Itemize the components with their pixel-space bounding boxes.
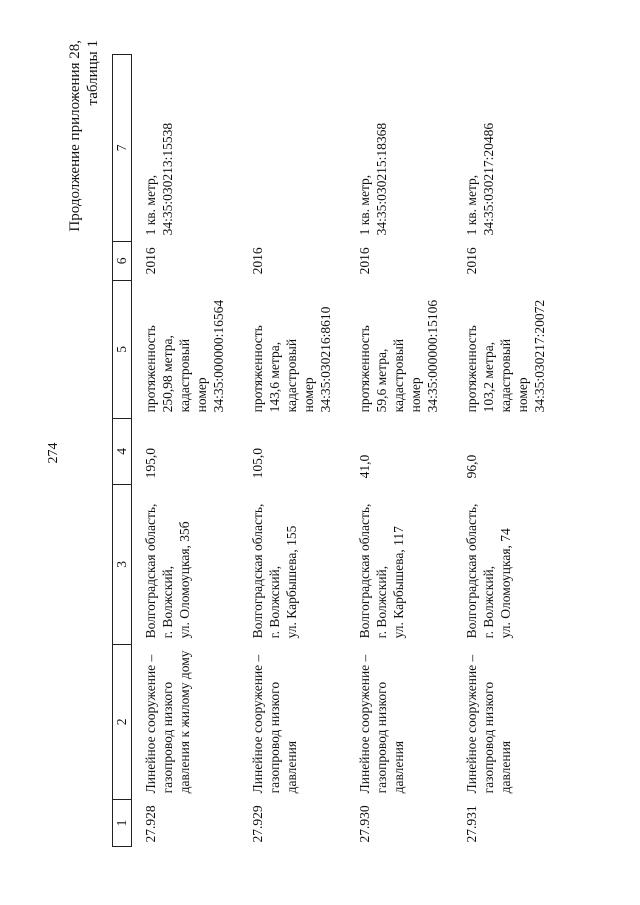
object-description-line: 34:35:030216:8610 — [318, 306, 333, 413]
object-address-line: г. Волжский, — [374, 565, 389, 639]
column-header-6: 6 — [113, 241, 132, 280]
object-year-cell — [346, 241, 453, 280]
object-description-cell — [239, 280, 346, 418]
object-value-cell — [239, 418, 346, 484]
object-extra-cell — [239, 54, 346, 241]
object-value: 195,0 — [143, 448, 158, 479]
object-address-line: г. Волжский, — [267, 565, 282, 639]
object-address-line: г. Волжский, — [481, 565, 496, 639]
row-number: 27.930 — [357, 805, 372, 843]
object-name-cell — [346, 644, 453, 799]
object-extra-line: 34:35:030217:20486 — [481, 122, 496, 236]
continuation-line-1: Продолжение приложения 28, — [67, 40, 83, 232]
object-name-line: Линейное сооружение – — [357, 654, 372, 794]
object-description-line: 250,98 метра, — [160, 335, 175, 413]
object-extra-cell — [132, 54, 240, 241]
object-name-line: газопровод низкого — [374, 681, 389, 794]
object-address-line: Волгоградская область, — [464, 503, 479, 639]
object-name-cell — [453, 644, 560, 799]
object-description-line: 103,2 метра, — [481, 341, 496, 413]
column-header-5: 5 — [113, 280, 132, 418]
object-description-line: протяженность — [464, 325, 479, 413]
row-number-cell — [453, 799, 560, 846]
object-extra-line: 1 кв. метр, — [143, 174, 158, 236]
table-row — [239, 54, 346, 846]
object-description-line: кадастровый — [391, 338, 406, 413]
object-name-line: газопровод низкого — [160, 681, 175, 794]
object-description-line: протяженность — [357, 325, 372, 413]
object-year: 2016 — [143, 247, 158, 275]
object-description-line: кадастровый — [177, 338, 192, 413]
object-year: 2016 — [464, 247, 479, 275]
object-description-line: номер — [301, 377, 316, 413]
object-address-line: Волгоградская область, — [250, 503, 265, 639]
object-name-line: давления — [284, 740, 299, 794]
table-row — [453, 54, 560, 846]
object-description-line: номер — [194, 377, 209, 413]
object-year: 2016 — [357, 247, 372, 275]
object-year-cell — [132, 241, 240, 280]
column-header-4: 4 — [113, 418, 132, 484]
object-description-line: 59,6 метра, — [374, 348, 389, 413]
table-header-row — [113, 54, 132, 846]
object-address-cell — [132, 484, 240, 644]
continuation-note — [66, 40, 102, 232]
column-header-7: 7 — [113, 54, 132, 241]
table-row — [132, 54, 240, 846]
column-header-3: 3 — [113, 484, 132, 644]
object-description-line: 34:35:030217:20072 — [532, 299, 547, 413]
object-address-cell — [239, 484, 346, 644]
object-description-line: номер — [515, 377, 530, 413]
object-description-line: 34:35:000000:16564 — [211, 299, 226, 413]
object-address-line: Волгоградская область, — [357, 503, 372, 639]
object-year: 2016 — [250, 247, 265, 275]
object-name-line: давления к жилому дому — [177, 650, 192, 794]
object-extra-cell — [346, 54, 453, 241]
object-description-line: протяженность — [250, 325, 265, 413]
object-value-cell — [453, 418, 560, 484]
object-address-line: ул. Оломоуцкая, 35б — [177, 521, 192, 639]
object-value: 96,0 — [464, 454, 479, 479]
object-value: 105,0 — [250, 448, 265, 479]
object-description-line: кадастровый — [498, 338, 513, 413]
page-number: 274 — [46, 442, 61, 464]
row-number: 27.929 — [250, 805, 265, 843]
object-value-cell — [346, 418, 453, 484]
table-row — [346, 54, 453, 846]
object-extra-cell — [453, 54, 560, 241]
row-number-cell — [346, 799, 453, 846]
column-header-2: 2 — [113, 644, 132, 799]
column-header-1: 1 — [113, 799, 132, 846]
object-name-cell — [132, 644, 240, 799]
object-name-line: давления — [391, 740, 406, 794]
continuation-line-2: таблицы 1 — [85, 40, 101, 106]
object-description-line: 143,6 метра, — [267, 341, 282, 413]
row-number: 27.931 — [464, 805, 479, 843]
object-extra-line: 34:35:030213:15538 — [160, 122, 175, 236]
object-address-line: ул. Карбышева, 155 — [284, 525, 299, 639]
object-description-line: протяженность — [143, 325, 158, 413]
object-description-cell — [132, 280, 240, 418]
object-name-line: давления — [498, 740, 513, 794]
object-description-line: 34:35:000000:15106 — [425, 299, 440, 413]
object-name-line: Линейное сооружение – — [250, 654, 265, 794]
object-description-line: номер — [408, 377, 423, 413]
object-address-line: ул. Карбышева, 117 — [391, 526, 406, 639]
row-number-cell — [132, 799, 240, 846]
object-address-line: г. Волжский, — [160, 565, 175, 639]
object-value: 41,0 — [357, 454, 372, 479]
table-body — [132, 54, 561, 846]
object-description-cell — [346, 280, 453, 418]
data-table — [112, 54, 560, 847]
row-number: 27.928 — [143, 805, 158, 843]
object-description-line: кадастровый — [284, 338, 299, 413]
object-address-cell — [453, 484, 560, 644]
object-name-cell — [239, 644, 346, 799]
object-name-line: газопровод низкого — [267, 681, 282, 794]
object-year-cell — [239, 241, 346, 280]
object-extra-line: 1 кв. метр, — [464, 174, 479, 236]
object-address-cell — [346, 484, 453, 644]
object-extra-line: 34:35:030215:18368 — [374, 122, 389, 236]
object-description-cell — [453, 280, 560, 418]
object-name-line: Линейное сооружение – — [464, 654, 479, 794]
object-extra-line: 1 кв. метр, — [357, 174, 372, 236]
object-value-cell — [132, 418, 240, 484]
object-address-line: Волгоградская область, — [143, 503, 158, 639]
object-address-line: ул. Оломоуцкая, 74 — [498, 528, 513, 639]
object-name-line: газопровод низкого — [481, 681, 496, 794]
object-name-line: Линейное сооружение – — [143, 654, 158, 794]
row-number-cell — [239, 799, 346, 846]
object-year-cell — [453, 241, 560, 280]
